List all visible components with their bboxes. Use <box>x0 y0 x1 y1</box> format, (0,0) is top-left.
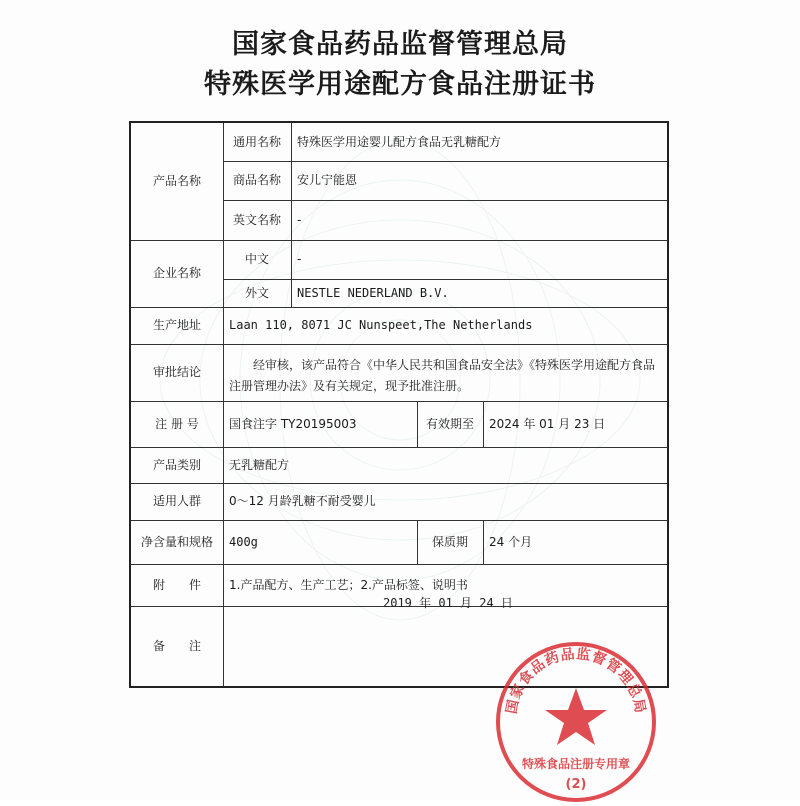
certificate-title: 特殊医学用途配方食品注册证书 <box>204 69 596 100</box>
approval-text: 经审核，该产品符合《中华人民共和国食品安全法》《特殊医学用途配方食品注册管理办法》及有关规定，现予批准注册。 <box>229 358 656 393</box>
svg-text:(2): (2) <box>565 777 587 792</box>
english-name-value: - <box>297 212 302 227</box>
trade-name-label: 商品名称 <box>232 173 281 188</box>
approval-label: 审批结论 <box>152 365 201 380</box>
english-name-label: 英文名称 <box>232 212 281 227</box>
company-chinese-value: - <box>297 252 302 267</box>
target-group-label: 适用人群 <box>152 494 201 509</box>
svg-text:特殊食品注册专用章: 特殊食品注册专用章 <box>521 757 631 771</box>
shelf-life-label: 保质期 <box>431 534 468 549</box>
attachment-label: 附 件 <box>152 577 201 592</box>
company-name-label: 企业名称 <box>152 266 201 281</box>
company-foreign-label: 外文 <box>244 285 269 300</box>
valid-until-value: 2024 年 01 月 23 日 <box>489 416 606 431</box>
issue-date: 2019 年 01 月 24 日 <box>383 596 513 610</box>
generic-name-value: 特殊医学用途婴儿配方食品无乳糖配方 <box>297 134 502 149</box>
attachment-value: 1.产品配方、生产工艺；2.产品标签、说明书 <box>229 577 468 592</box>
company-chinese-label: 中文 <box>244 252 269 267</box>
remarks-label: 备 注 <box>152 638 201 653</box>
seal-star-icon <box>545 688 607 745</box>
net-content-value: 400g <box>229 534 258 549</box>
trade-name-value: 安儿宁能恩 <box>297 173 358 188</box>
registration-label: 注 册 号 <box>155 416 199 431</box>
product-name-label: 产品名称 <box>152 174 201 189</box>
address-value: Laan 110, 8071 JC Nunspeet,The Netherlands <box>229 318 533 333</box>
company-foreign-value: NESTLE NEDERLAND B.V. <box>297 285 449 300</box>
net-content-label: 净含量和规格 <box>140 534 213 549</box>
address-label: 生产地址 <box>152 318 201 333</box>
generic-name-label: 通用名称 <box>232 134 281 149</box>
issuer-title: 国家食品药品监督管理总局 <box>232 29 568 60</box>
valid-until-label: 有效期至 <box>425 416 474 431</box>
shelf-life-value: 24 个月 <box>489 534 533 549</box>
official-seal-stamp <box>492 638 660 806</box>
category-value: 无乳糖配方 <box>229 457 290 472</box>
svg-text:国家食品药品监督管理总局: 国家食品药品监督管理总局 <box>503 646 649 716</box>
registration-number: 国食注字 TY20195003 <box>229 416 357 431</box>
target-group-value: 0～12 月龄乳糖不耐受婴儿 <box>229 494 376 509</box>
category-label: 产品类别 <box>152 457 201 472</box>
